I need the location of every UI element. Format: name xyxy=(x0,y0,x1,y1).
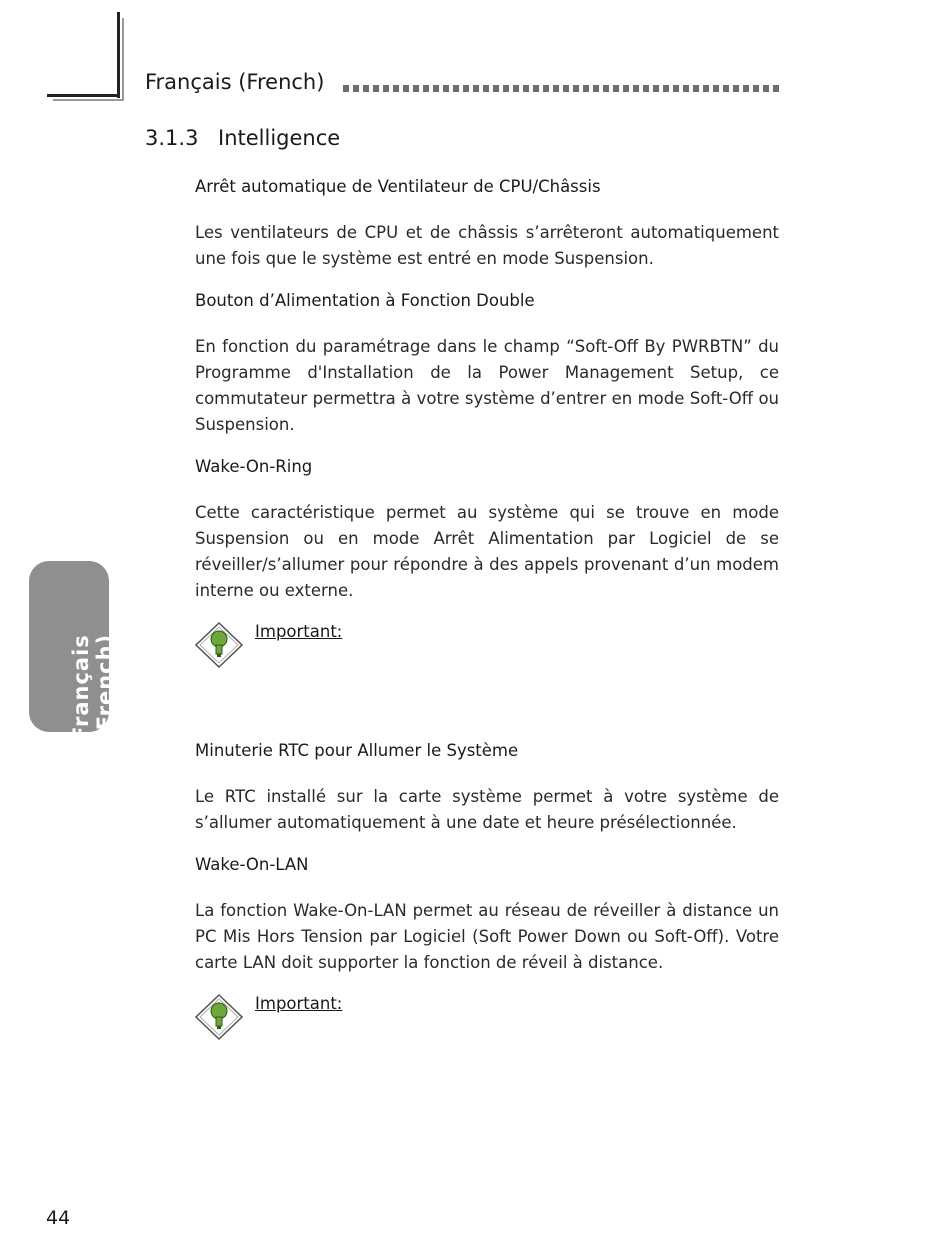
corner-mark-shadow xyxy=(122,18,124,100)
corner-mark xyxy=(47,94,120,97)
subhead-fan-stop: Arrêt automatique de Ventilateur de CPU/Châssis xyxy=(195,177,601,196)
para-wake-on-ring: Cette caractéristique permet au système qui se trouve en mode Suspension ou en mode Arrêt Alimentation par Logiciel de se réveiller/s’allumer pour répondre à des appels provenant d’un modem interne ou externe. xyxy=(195,503,779,600)
lightbulb-diamond-icon xyxy=(195,994,243,1040)
side-tab-text xyxy=(69,633,117,741)
page-header xyxy=(145,70,785,100)
para-rtc: Le RTC installé sur la carte système permet à votre système de s’allumer automatiquement à une date et heure présélectionnée. xyxy=(195,787,779,832)
lightbulb-diamond-icon xyxy=(195,622,243,668)
section-number: 3.1.3 xyxy=(145,126,199,150)
subhead-wake-on-lan: Wake-On-LAN xyxy=(195,855,309,874)
para-fan-stop: Les ventilateurs de CPU et de châssis s’arrêteront automatiquement une fois que le système est entré en mode Suspension. xyxy=(195,223,779,268)
corner-mark-shadow xyxy=(53,99,124,101)
section-title-text: Intelligence xyxy=(218,126,341,150)
important-label: Important: xyxy=(255,622,343,641)
para-wake-on-lan: La fonction Wake-On-LAN permet au réseau de réveiller à distance un PC Mis Hors Tension par Logiciel (Soft Power Down ou Soft-Off). Votre carte LAN doit supporter la fonction de réveil à distance. xyxy=(195,901,779,972)
important-note xyxy=(195,622,779,682)
corner-mark xyxy=(117,12,120,98)
important-label: Important: xyxy=(255,994,343,1013)
header-dots-rule xyxy=(343,85,779,92)
language-side-tab xyxy=(29,561,117,741)
page-number: 44 xyxy=(46,1207,71,1229)
subhead-wake-on-ring: Wake-On-Ring xyxy=(195,457,313,476)
subhead-rtc: Minuterie RTC pour Allumer le Système xyxy=(195,741,519,760)
subhead-power-button: Bouton d’Alimentation à Fonction Double xyxy=(195,291,535,310)
important-note xyxy=(195,994,779,1054)
header-title: Français (French) xyxy=(145,70,325,94)
side-tab-line1: Français xyxy=(69,634,93,741)
para-power-button: En fonction du paramétrage dans le champ “Soft-Off By PWRBTN” du Programme d'Installation de la Power Management Setup, ce commutateur permettra à votre système d’entrer en mode Soft-Off ou Suspension. xyxy=(195,337,779,434)
section-title xyxy=(145,126,340,150)
side-tab-line2: (French) xyxy=(93,633,117,741)
content-body xyxy=(195,176,779,1054)
